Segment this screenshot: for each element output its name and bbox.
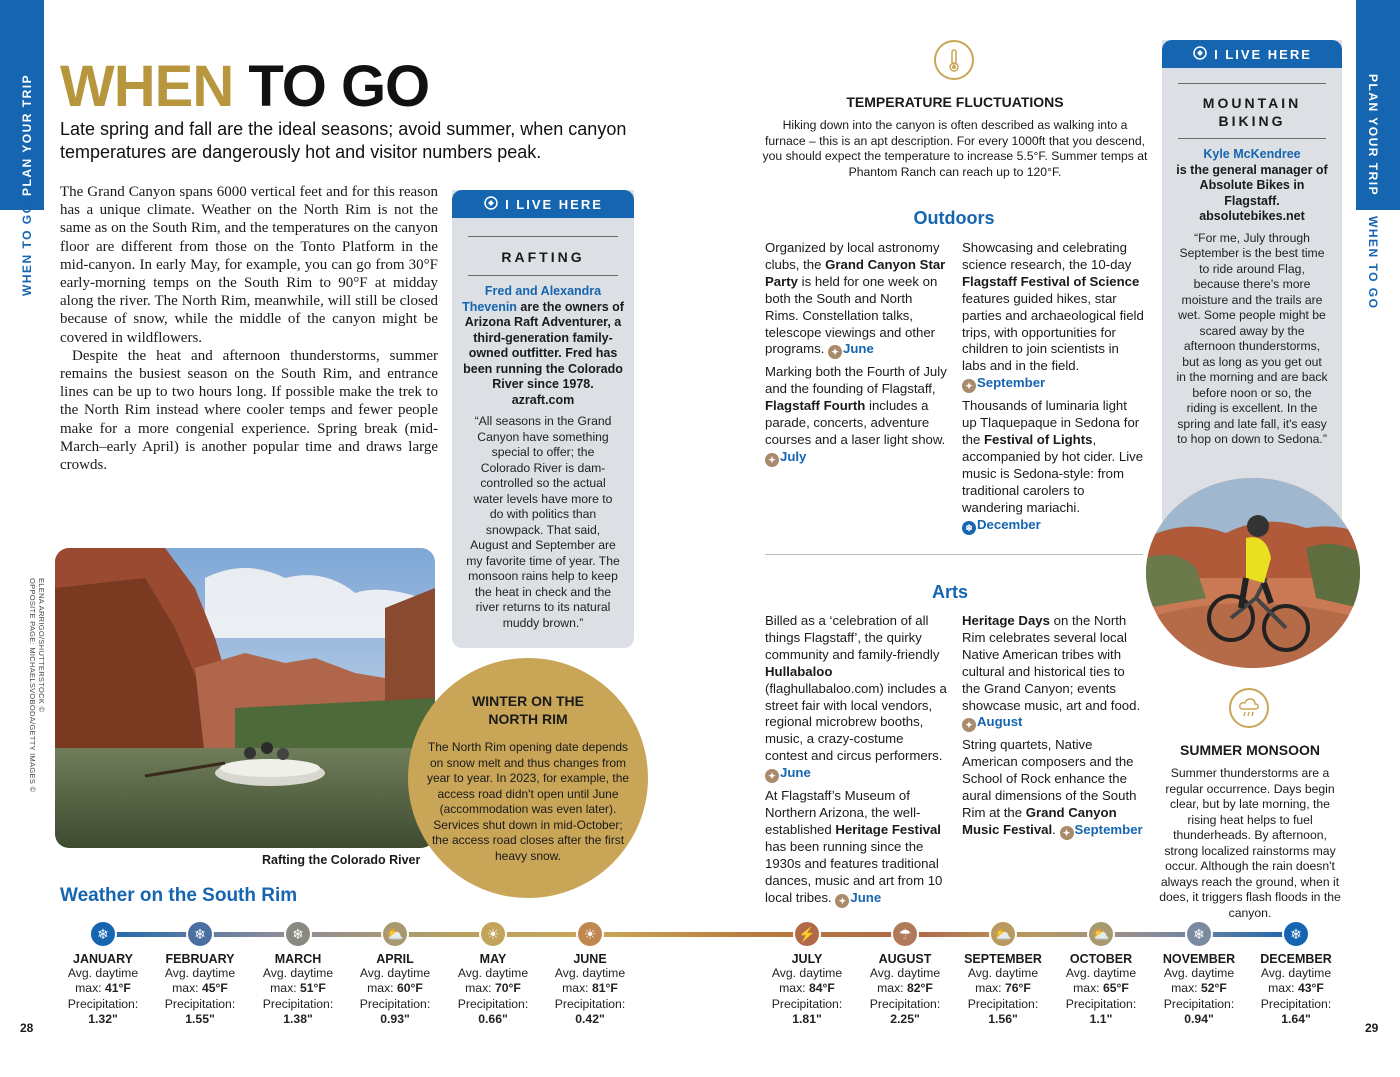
precip-label: Precipitation: bbox=[1260, 996, 1332, 1011]
temperature-text: Hiking down into the canyon is often described as walking into a furnace – this is an apt description. For every 1000ft that you descend, you should expect the temperature to increase 5.5°F. Summer temps at Phantom Ranch can reach up to 120°F. bbox=[762, 118, 1148, 179]
month-name: DECEMBER bbox=[1260, 952, 1332, 966]
event-heritage-festival bbox=[765, 788, 947, 907]
precip-label: Precipitation: bbox=[164, 996, 236, 1011]
event-name: Heritage Days bbox=[962, 613, 1050, 628]
event-text: includes a parade, concerts, adventure courses and a laser light show. bbox=[765, 398, 946, 448]
month-name: MARCH bbox=[274, 952, 322, 966]
snowflake-icon: ❄ bbox=[1185, 920, 1213, 948]
precip-value-line bbox=[250, 1012, 346, 1027]
max-value-line bbox=[445, 981, 541, 996]
max-value-line bbox=[1151, 981, 1247, 996]
event-month bbox=[962, 714, 1022, 729]
max-temp: 65°F bbox=[1102, 981, 1129, 996]
event-month bbox=[765, 765, 811, 780]
winter-title bbox=[408, 692, 648, 728]
event-text: has been running since the 1930s and features traditional dances, music and art from 10 local tribes. bbox=[765, 838, 943, 905]
sun-icon: ☀ bbox=[479, 920, 507, 948]
precip-label: Precipitation: bbox=[262, 996, 334, 1011]
max-value-line bbox=[955, 981, 1051, 996]
max-temp: 84°F bbox=[808, 981, 835, 996]
biking-header-label: I LIVE HERE bbox=[1214, 46, 1312, 62]
event-name: Grand Canyon Star Party bbox=[765, 256, 946, 289]
max-prefix: max: bbox=[270, 981, 300, 996]
event-name: Flagstaff Fourth bbox=[765, 398, 866, 414]
rafting-box bbox=[452, 190, 634, 648]
event-festival-of-lights bbox=[962, 398, 1144, 534]
precip-value: 0.94" bbox=[1184, 1012, 1214, 1027]
month-name: FEBRUARY bbox=[165, 952, 235, 966]
precip-value: 0.93" bbox=[380, 1012, 410, 1027]
max-temp: 76°F bbox=[1004, 981, 1031, 996]
rafting-title: RAFTING bbox=[501, 249, 585, 265]
event-star-party bbox=[765, 240, 947, 359]
max-label: Avg. daytime bbox=[67, 966, 139, 980]
max-value-line bbox=[759, 981, 855, 996]
winter-north-rim-circle bbox=[408, 658, 648, 898]
weather-month-september bbox=[955, 920, 1051, 1028]
max-temp: 51°F bbox=[299, 981, 326, 996]
event-name: Grand Canyon Music Festival bbox=[962, 805, 1117, 837]
precip-value: 1.38" bbox=[283, 1012, 313, 1027]
partly-cloudy-icon: ⛅ bbox=[1087, 920, 1115, 948]
precip-label: Precipitation: bbox=[359, 996, 431, 1011]
side-label-plan-your-trip-right: PLAN YOUR TRIP bbox=[1366, 74, 1380, 197]
event-text: Organized by local astronomy clubs, the bbox=[765, 240, 940, 272]
precip-value-line bbox=[1151, 1012, 1247, 1027]
outdoors-column-2 bbox=[962, 240, 1144, 540]
rain-cloud-icon: ☂ bbox=[891, 920, 919, 948]
side-label-when-to-go-left: WHEN TO GO bbox=[20, 202, 34, 296]
calendar-icon: ✦ bbox=[1060, 826, 1074, 840]
max-label: Avg. daytime bbox=[457, 966, 529, 980]
monsoon-text: Summer thunderstorms are a regular occurrence. Days begin clear, but by late morning, the rising heat helps to fuel thunderheads. By afternoon, strong localized rainstorms may occur. Although the rain doesn't always reach the ground, when it does, it triggers flash floods in the canyon. bbox=[1159, 766, 1341, 920]
max-value-line bbox=[1053, 981, 1149, 996]
snowflake-icon: ❄ bbox=[1282, 920, 1310, 948]
snowflake-icon: ❄ bbox=[186, 920, 214, 948]
location-badge-icon bbox=[1192, 46, 1208, 62]
photo-credit-2: OPPOSITE PAGE: MICHAELSVOBODA/GETTY IMAGES © bbox=[28, 578, 37, 793]
section-divider bbox=[765, 554, 1143, 555]
intro-text: Late spring and fall are the ideal seasons; avoid summer, when canyon temperatures are dangerously hot and visitor numbers peak. bbox=[60, 119, 627, 162]
max-prefix: max: bbox=[562, 981, 592, 996]
precip-value: 1.32" bbox=[88, 1012, 118, 1027]
event-name: Flagstaff Festival of Science bbox=[962, 273, 1140, 289]
event-text: Thousands of luminaria light up Tlaquepaque in Sedona for the bbox=[962, 398, 1140, 448]
precip-value-line bbox=[347, 1012, 443, 1027]
thermometer-icon bbox=[934, 40, 974, 80]
max-prefix: max: bbox=[1268, 981, 1298, 996]
page-number-right: 29 bbox=[1365, 1021, 1379, 1035]
max-label: Avg. daytime bbox=[1260, 966, 1332, 980]
month-name: APRIL bbox=[376, 952, 414, 966]
weather-month-april bbox=[347, 920, 443, 1028]
event-month-label: June bbox=[850, 889, 882, 905]
event-name: Hullabaloo bbox=[765, 663, 833, 679]
rain-cloud-icon bbox=[1229, 688, 1269, 728]
event-month bbox=[962, 375, 1045, 390]
max-label: Avg. daytime bbox=[164, 966, 236, 980]
temperature-title: TEMPERATURE FLUCTUATIONS bbox=[846, 94, 1064, 110]
precip-label: Precipitation: bbox=[457, 996, 529, 1011]
max-temp: 81°F bbox=[591, 981, 618, 996]
body-paragraph-1: The Grand Canyon spans 6000 vertical feet and for this reason has a unique climate. Weather on the North Rim is not the same as on the South Rim, and the temperatures on the canyon floor are different from those on the Tonto Platform in the mid-canyon. In early May, for example, you can go from 30°F early-morning temps on the South Rim to 90°F at midday along the river. The North Rim, meanwhile, will still be closed because of snow, while the middle of the canyon might be covered in wildflowers. bbox=[60, 184, 438, 346]
event-month-label: August bbox=[977, 714, 1023, 730]
weather-month-november bbox=[1151, 920, 1247, 1028]
month-name: JULY bbox=[791, 952, 823, 966]
side-label-plan-your-trip-left: PLAN YOUR TRIP bbox=[20, 73, 34, 196]
calendar-icon: ✦ bbox=[962, 379, 976, 393]
title-part-when: WHEN bbox=[60, 54, 234, 119]
max-prefix: max: bbox=[1171, 981, 1201, 996]
max-label: Avg. daytime bbox=[869, 966, 941, 980]
weather-month-august bbox=[857, 920, 953, 1028]
precip-value: 1.55" bbox=[185, 1012, 215, 1027]
thunderstorm-icon: ⚡ bbox=[793, 920, 821, 948]
biking-box-header bbox=[1162, 40, 1342, 68]
precip-value-line bbox=[445, 1012, 541, 1027]
side-label-when-to-go-right: WHEN TO GO bbox=[1366, 216, 1380, 310]
max-label: Avg. daytime bbox=[1163, 966, 1235, 980]
event-text: String quartets, Native American composers and the School of Rock enhance the aural dimensions of the South Rim at the bbox=[962, 737, 1137, 821]
max-value-line bbox=[1248, 981, 1344, 996]
month-name: AUGUST bbox=[878, 952, 932, 966]
precip-label: Precipitation: bbox=[67, 996, 139, 1011]
max-label: Avg. daytime bbox=[1065, 966, 1137, 980]
arts-column-1 bbox=[765, 613, 947, 913]
event-text: is held for one week on both the South and North Rims. Constellation talks, telescope viewings and other programs. bbox=[765, 273, 938, 357]
precip-value: 1.81" bbox=[792, 1012, 822, 1027]
mountain-biker-illustration bbox=[1146, 478, 1360, 668]
rafting-photo-illustration bbox=[55, 548, 435, 848]
max-temp: 82°F bbox=[906, 981, 933, 996]
event-music-festival bbox=[962, 737, 1144, 840]
title-part-to-go: TO GO bbox=[248, 54, 430, 119]
weather-month-march bbox=[250, 920, 346, 1028]
precip-label: Precipitation: bbox=[554, 996, 626, 1011]
precip-label: Precipitation: bbox=[1163, 996, 1235, 1011]
partly-cloudy-icon: ⛅ bbox=[989, 920, 1017, 948]
month-name: NOVEMBER bbox=[1162, 952, 1236, 966]
event-heritage-days bbox=[962, 613, 1144, 732]
precip-value-line bbox=[55, 1012, 151, 1027]
max-prefix: max: bbox=[877, 981, 907, 996]
max-prefix: max: bbox=[367, 981, 397, 996]
event-month bbox=[765, 449, 806, 464]
max-label: Avg. daytime bbox=[262, 966, 334, 980]
winter-text: The North Rim opening date depends on snow melt and thus changes from year to year. In 2023, for example, the access road didn't open until June (accommodation was even later). Services shut down in mid-October; the access road closes after the first heavy snow. bbox=[426, 740, 630, 863]
precip-value-line bbox=[1053, 1012, 1149, 1027]
snowflake-icon: ❄ bbox=[962, 521, 976, 535]
weather-heading: Weather on the South Rim bbox=[60, 885, 298, 906]
max-temp: 41°F bbox=[104, 981, 131, 996]
weather-month-may bbox=[445, 920, 541, 1028]
event-month-label: December bbox=[977, 516, 1041, 532]
event-name: Heritage Festival bbox=[835, 821, 941, 837]
mountain-biker-photo bbox=[1146, 478, 1360, 668]
biking-rule-bottom bbox=[1178, 138, 1326, 139]
event-flagstaff-fourth bbox=[765, 364, 947, 467]
calendar-icon: ✦ bbox=[765, 453, 779, 467]
month-name: SEPTEMBER bbox=[964, 952, 1042, 966]
max-temp: 60°F bbox=[396, 981, 423, 996]
event-text: Marking both the Fourth of July and the founding of Flagstaff, bbox=[765, 364, 947, 397]
max-value-line bbox=[152, 981, 248, 996]
event-text: . bbox=[1052, 821, 1056, 837]
arts-heading: Arts bbox=[931, 582, 968, 602]
event-text: (flaghullabaloo.com) includes a street fair with local vendors, regional microbrew booths, music, a crazy-costume contest and circus performers. bbox=[765, 680, 947, 764]
rafting-site: azraft.com bbox=[511, 392, 575, 407]
max-temp: 70°F bbox=[494, 981, 521, 996]
precip-value-line bbox=[759, 1012, 855, 1027]
event-text: Billed as a ‘celebration of all things Flagstaff’, the quirky community and family-friendly bbox=[765, 613, 940, 662]
precip-value-line bbox=[542, 1012, 638, 1027]
page-number-left: 28 bbox=[20, 1021, 34, 1035]
max-temp: 52°F bbox=[1200, 981, 1227, 996]
biking-bio-text: is the general manager of Absolute Bikes in Flagstaff. bbox=[1176, 162, 1328, 208]
weather-month-june bbox=[542, 920, 638, 1028]
max-value-line bbox=[250, 981, 346, 996]
event-text: At Flagstaff’s Museum of Northern Arizona, the well-established bbox=[765, 788, 921, 837]
max-prefix: max: bbox=[1073, 981, 1103, 996]
weather-month-january bbox=[55, 920, 151, 1028]
precip-value-line bbox=[1248, 1012, 1344, 1027]
event-text: on the North Rim celebrates several local Native American tribes with cultural and historical ties to the Grand Canyon; events showcase music, art and food. bbox=[962, 613, 1141, 713]
calendar-icon: ✦ bbox=[828, 345, 842, 359]
partly-cloudy-icon: ⛅ bbox=[381, 920, 409, 948]
max-label: Avg. daytime bbox=[771, 966, 843, 980]
max-temp: 43°F bbox=[1297, 981, 1324, 996]
weather-month-october bbox=[1053, 920, 1149, 1028]
event-festival-of-science bbox=[962, 240, 1144, 393]
event-month bbox=[835, 890, 881, 905]
rafting-header-label: I LIVE HERE bbox=[505, 196, 603, 212]
sun-icon: ☀ bbox=[576, 920, 604, 948]
event-month-label: September bbox=[977, 375, 1046, 391]
rafting-bio bbox=[462, 284, 624, 408]
precip-value: 2.25" bbox=[890, 1012, 920, 1027]
biking-bio bbox=[1176, 147, 1328, 225]
weather-month-july bbox=[759, 920, 855, 1028]
calendar-icon: ✦ bbox=[835, 894, 849, 908]
snowflake-icon: ❄ bbox=[89, 920, 117, 948]
rafting-photo bbox=[55, 548, 435, 848]
precip-value: 0.66" bbox=[478, 1012, 508, 1027]
max-label: Avg. daytime bbox=[359, 966, 431, 980]
precip-value: 1.64" bbox=[1281, 1012, 1311, 1027]
event-hullabaloo bbox=[765, 613, 947, 783]
max-label: Avg. daytime bbox=[554, 966, 626, 980]
rafting-bio-text: are the owners of Arizona Raft Adventurer, a third-generation family-owned outfitter. Fred has been running the Colorado River since 1978. bbox=[463, 299, 624, 391]
monsoon-title: SUMMER MONSOON bbox=[1180, 742, 1320, 758]
precip-value-line bbox=[955, 1012, 1051, 1027]
precip-value: 1.56" bbox=[988, 1012, 1018, 1027]
biking-box bbox=[1162, 40, 1342, 540]
photo-caption: Rafting the Colorado River bbox=[262, 853, 421, 867]
biking-rule-top bbox=[1178, 83, 1326, 84]
biking-title: MOUNTAIN BIKING bbox=[1202, 95, 1302, 129]
weather-month-december bbox=[1248, 920, 1344, 1028]
weather-month-february bbox=[152, 920, 248, 1028]
precip-label: Precipitation: bbox=[967, 996, 1039, 1011]
max-value-line bbox=[347, 981, 443, 996]
event-text: features guided hikes, star parties and archaeological field trips, with opportunities for children to join scientists in labs and in the field. bbox=[962, 290, 1144, 374]
max-temp: 45°F bbox=[201, 981, 228, 996]
body-text bbox=[60, 183, 438, 474]
outdoors-heading: Outdoors bbox=[913, 208, 995, 228]
outdoors-column-1 bbox=[765, 240, 947, 472]
precip-value-line bbox=[152, 1012, 248, 1027]
biking-name: Kyle McKendree bbox=[1203, 147, 1301, 161]
rafting-name: Fred and Alexandra Thevenin bbox=[462, 284, 602, 314]
location-badge-icon bbox=[483, 196, 499, 212]
biking-quote: “For me, July through September is the best time to ride around Flag, because there's more moisture and the trails are wet. Some people might be scared away by the afternoon thunderstorms, but as long as you get out in the morning and are back before noon or so, the riding is excellent. In the spring and late fall, it's easy to hop on down to Sedona.” bbox=[1176, 230, 1328, 446]
rafting-box-header bbox=[452, 190, 634, 218]
event-text: Showcasing and celebrating science research, the 10-day bbox=[962, 240, 1132, 272]
event-month-label: September bbox=[1074, 821, 1143, 837]
calendar-icon: ✦ bbox=[962, 718, 976, 732]
max-prefix: max: bbox=[75, 981, 105, 996]
month-name: JUNE bbox=[573, 952, 607, 966]
calendar-icon: ✦ bbox=[765, 769, 779, 783]
event-month bbox=[962, 517, 1041, 532]
winter-title-text: WINTER ON THE NORTH RIM bbox=[472, 693, 584, 727]
biking-site: absolutebikes.net bbox=[1199, 209, 1305, 223]
max-value-line bbox=[55, 981, 151, 996]
max-prefix: max: bbox=[465, 981, 495, 996]
arts-column-2 bbox=[962, 613, 1144, 845]
photo-credit-1: ELENA ARRIGO/SHUTTERSTOCK © bbox=[37, 578, 46, 713]
precip-label: Precipitation: bbox=[869, 996, 941, 1011]
page-title bbox=[60, 54, 430, 119]
max-prefix: max: bbox=[975, 981, 1005, 996]
event-month-label: June bbox=[843, 341, 874, 357]
precip-label: Precipitation: bbox=[771, 996, 843, 1011]
precip-value-line bbox=[857, 1012, 953, 1027]
month-name: MAY bbox=[479, 952, 507, 966]
max-prefix: max: bbox=[779, 981, 809, 996]
precip-value: 0.42" bbox=[575, 1012, 605, 1027]
event-month-label: July bbox=[780, 448, 807, 464]
event-month bbox=[828, 341, 874, 356]
max-prefix: max: bbox=[172, 981, 202, 996]
max-value-line bbox=[857, 981, 953, 996]
precip-label: Precipitation: bbox=[1065, 996, 1137, 1011]
event-month-label: June bbox=[780, 765, 811, 781]
month-name: JANUARY bbox=[73, 952, 133, 966]
precip-value: 1.1" bbox=[1089, 1012, 1113, 1027]
event-month bbox=[1060, 822, 1143, 837]
event-text: , accompanied by hot cider. Live music is Sedona-style: from traditional carolers to wandering mariachi. bbox=[962, 432, 1144, 515]
max-value-line bbox=[542, 981, 638, 996]
body-paragraph-2: Despite the heat and afternoon thunderstorms, summer remains the busiest season on the South Rim, and entrance lines can be up to two hours long. If possible make the trek to the North Rim instead where cooler temps and fewer people make for a more congenial experience. Spring break (mid-March–early April) is another popular time and draws large crowds. bbox=[60, 347, 438, 474]
rafting-rule-bottom bbox=[468, 275, 618, 276]
max-label: Avg. daytime bbox=[967, 966, 1039, 980]
month-name: OCTOBER bbox=[1069, 952, 1133, 966]
rafting-rule-top bbox=[468, 236, 618, 237]
event-name: Festival of Lights bbox=[984, 432, 1093, 448]
snowflake-icon: ❄ bbox=[284, 920, 312, 948]
rafting-quote: “All seasons in the Grand Canyon have something special to offer; the Colorado River is dam-controlled so the actual water levels have more to do with politics than snowpack. That said, August and September are my favorite time of year. The monsoon rains help to keep the heat in check and the river returns to its natural muddy brown.” bbox=[466, 414, 620, 630]
